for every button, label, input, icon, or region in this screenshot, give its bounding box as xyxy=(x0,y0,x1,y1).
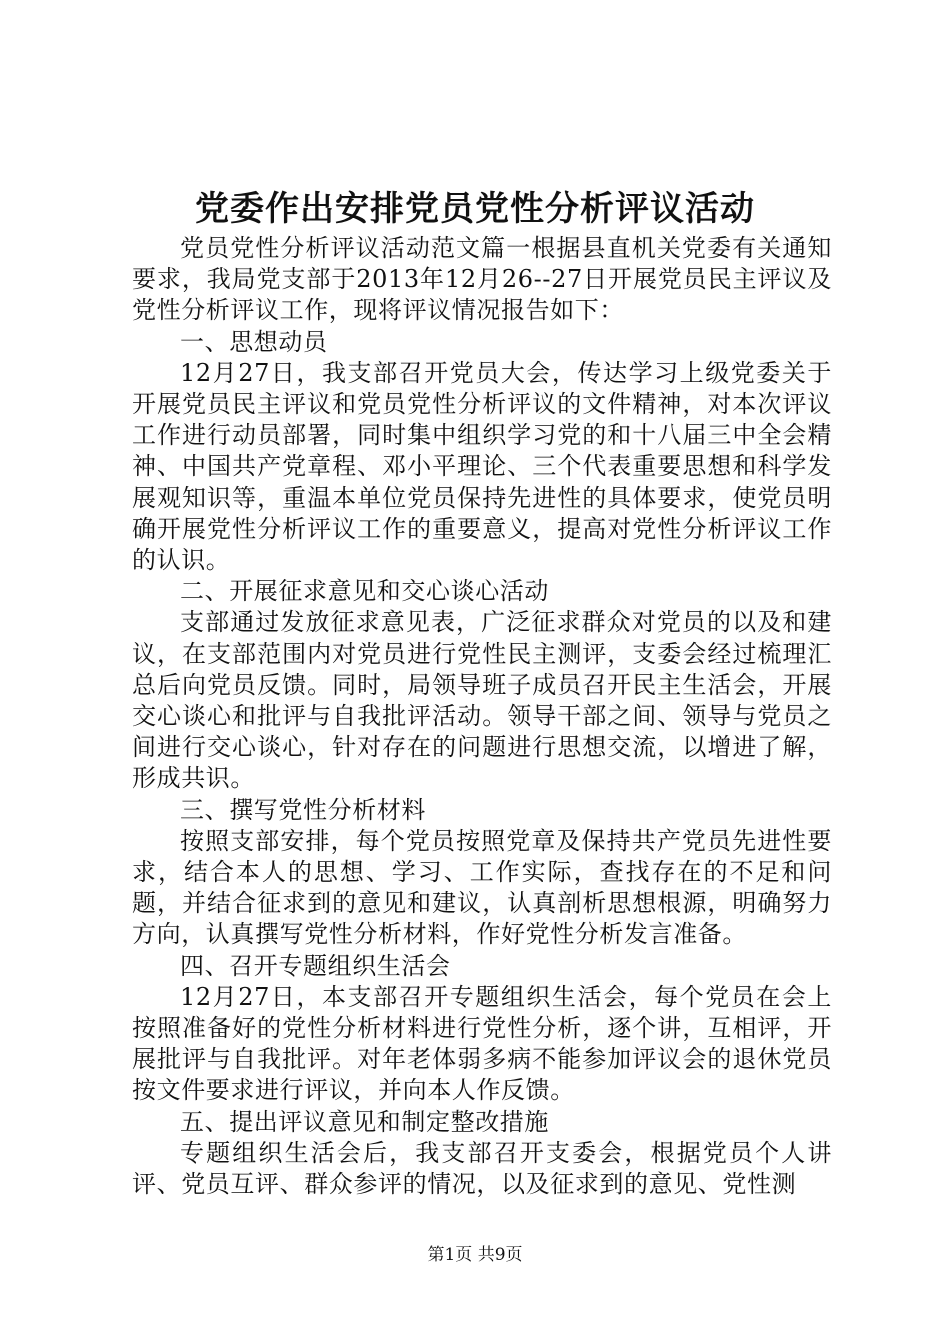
section-heading-4: 四、召开专题组织生活会 xyxy=(180,951,451,980)
section-heading-1: 一、思想动员 xyxy=(180,327,328,356)
section-paragraph-5: 专题组织生活会后，我支部召开支委会，根据党员个人讲评、党员互评、群众参评的情况，以及征求到的意见、党性测 xyxy=(132,1138,832,1199)
document-title: 党委作出安排党员党性分析评议活动 xyxy=(195,189,755,229)
section-paragraph-4: 12月27日，本支部召开专题组织生活会，每个党员在会上按照准备好的党性分析材料进行党性分析，逐个讲，互相评，开展批评与自我批评。对年老体弱多病不能参加评议会的退休党员按文件要求进行评议，并向本人作反馈。 xyxy=(132,982,832,1105)
section-paragraph-3: 按照支部安排，每个党员按照党章及保持共产党员先进性要求，结合本人的思想、学习、工作实际，查找存在的不足和问题，并结合征求到的意见和建议，认真剖析思想根源，明确努力方向，认真撰写党性分析材料，作好党性分析发言准备。 xyxy=(132,826,832,949)
section-paragraph-2: 支部通过发放征求意见表，广泛征求群众对党员的以及和建议，在支部范围内对党员进行党性民主测评，支委会经过梳理汇总后向党员反馈。同时，局领导班子成员召开民主生活会，开展交心谈心和批评与自我批评活动。领导干部之间、领导与党员之间进行交心谈心，针对存在的问题进行思想交流，以增进了解，形成共识。 xyxy=(132,608,832,793)
section-heading-3: 三、撰写党性分析材料 xyxy=(180,795,426,824)
section-heading-5: 五、提出评议意见和制定整改措施 xyxy=(180,1107,549,1136)
section-paragraph-1: 12月27日，我支部召开党员大会，传达学习上级党委关于开展党员民主评议和党员党性分析评议的文件精神，对本次评议工作进行动员部署，同时集中组织学习党的和十八届三中全会精神、中国共产党章程、邓小平理论、三个代表重要思想和科学发展观知识等，重温本单位党员保持先进性的具体要求，使党员明确开展党性分析评议工作的重要意义，提高对党性分析评议工作的认识。 xyxy=(132,358,832,575)
page-footer: 第1页 共9页 xyxy=(427,1245,523,1265)
document-body xyxy=(132,233,832,1200)
section-heading-2: 二、开展征求意见和交心谈心活动 xyxy=(180,577,549,606)
intro-paragraph: 党员党性分析评议活动范文篇一根据县直机关党委有关通知要求，我局党支部于2013年12月26--27日开展党员民主评议及党性分析评议工作，现将评议情况报告如下： xyxy=(132,234,832,325)
